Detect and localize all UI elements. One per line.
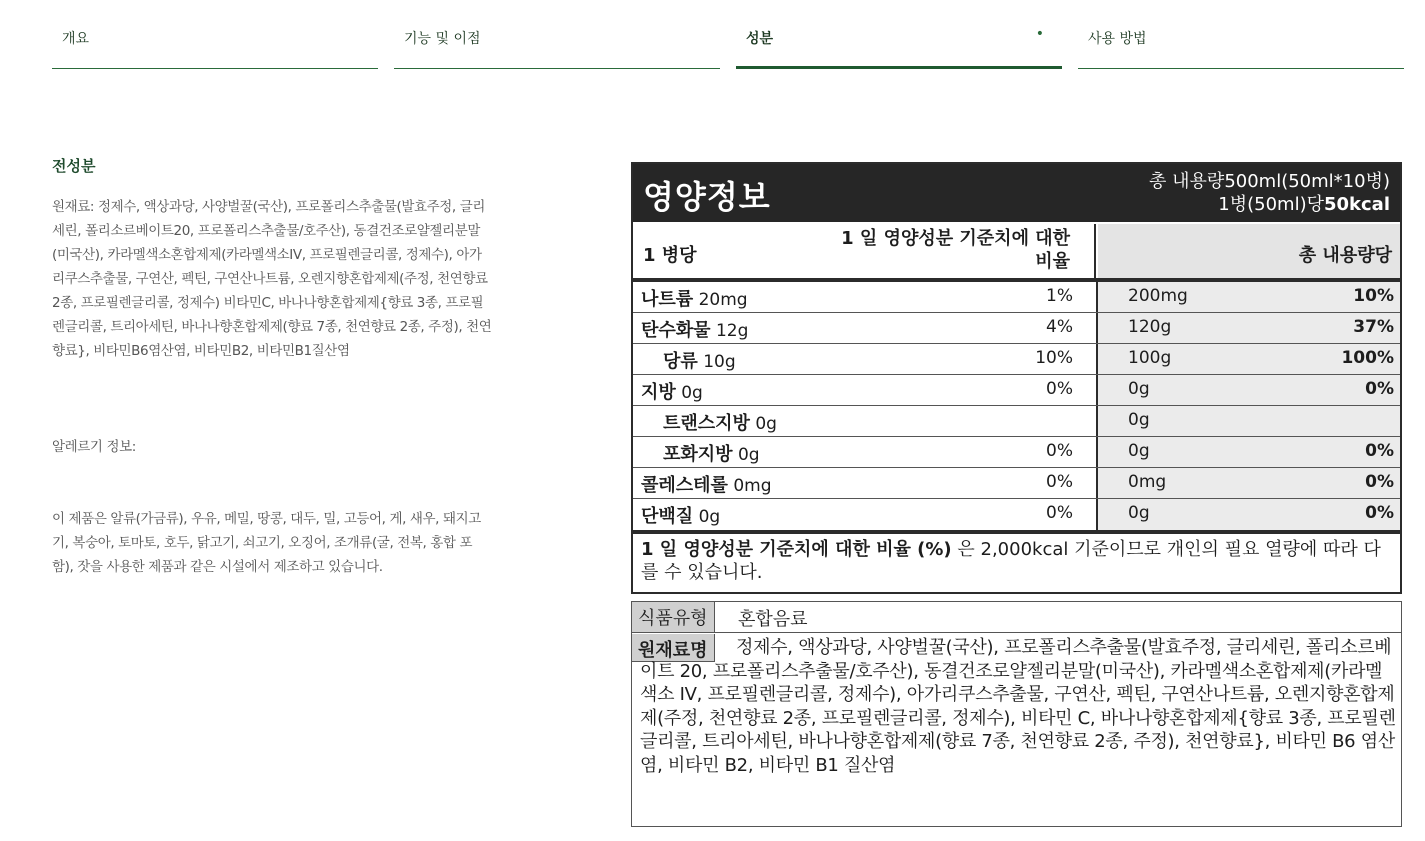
nutrient-label: 트랜스지방: [663, 413, 750, 434]
tab-ingredients[interactable]: [736, 0, 1062, 69]
nutrient-total-amount: 0g: [1128, 379, 1150, 399]
raw-material-value: 정제수, 액상과당, 사양벌꿀(국산), 프로폴리스추출물(발효주정, 글리세린, 폴리소르베이트 20, 프로폴리스추출물/호주산), 동결건조로얄젤리분말(미국산), 카라멜색소혼합제제(카라멜색소 IV, 프로필렌글리콜, 정제수), 아가리쿠스추출물, 구연산, 펙틴, 구연산나트륨, 오렌지향혼합제제(주정, 천연향료 2종, 프로필렌글리콜, 정제수), 비타민 C, 바나나향혼합제제{향료 3종, 프로필렌글리콜, 트리아세틴, 바나나향혼합제제(향료 7종, 천연향료 2종, 주정), 천연향료}, 비타민 B6 염산염, 비타민 B2, 비타민 B1 질산염: [640, 637, 1396, 776]
column-divider: [1096, 468, 1098, 498]
nutrient-row: [633, 437, 1400, 468]
nutrient-daily-pct: 1%: [1046, 286, 1073, 306]
nutrient-name: [641, 471, 772, 497]
nutrient-total-pct: 0%: [1365, 472, 1394, 492]
total-cell: [1098, 468, 1400, 498]
nutrient-amount: 20mg: [698, 290, 748, 310]
nutrient-total-pct: 10%: [1353, 286, 1394, 306]
total-header: [1098, 224, 1400, 278]
nutrition-total: [1149, 170, 1390, 216]
food-type-key: 식품유형: [632, 602, 715, 632]
nutrient-row: [633, 468, 1400, 499]
nutrient-row: [633, 313, 1400, 344]
food-type-value: 혼합음료: [738, 609, 808, 630]
nutrient-total-amount: 100g: [1128, 348, 1172, 368]
tab-label: 개요: [62, 31, 90, 47]
total-content-label: 총 내용량당: [1298, 245, 1392, 266]
nutrient-name: [663, 347, 736, 373]
nutrient-row: [633, 406, 1400, 437]
nutrient-total-amount: 200mg: [1128, 286, 1188, 306]
nutrient-total-pct: 0%: [1365, 503, 1394, 523]
nutrient-total-pct: 37%: [1353, 317, 1394, 337]
ingredients-title: 전성분: [52, 157, 96, 175]
nutrient-total-amount: 0g: [1128, 441, 1150, 461]
column-divider: [1096, 437, 1098, 467]
nutrition-note: [641, 538, 1391, 584]
food-type-row: [632, 602, 1401, 633]
nutrient-row: [633, 344, 1400, 375]
nutrient-row: [633, 499, 1400, 530]
nutrition-title: 영양정보: [643, 178, 771, 216]
nutrient-label: 단백질: [641, 506, 694, 527]
raw-materials-text: 원재료: 정제수, 액상과당, 사양벌꿀(국산), 프로폴리스추출물(발효주정, 글리세린, 폴리소르베이트20, 프로폴리스추출물/호주산), 동결건조로얄젤리분말(미국산), 카라멜색소혼합제제(카라멜색소IV, 프로필렌글리콜, 정제수), 아가리쿠스추출물, 구연산, 펙틴, 구연산나트륨, 오렌지향혼합제제(주정, 천연향료2종, 프로필렌글리콜, 정제수) 비타민C, 바나나향혼합제제{향료 3종, 프로필렌글리콜, 트리아세틴, 바나나향혼합제제(향료 7종, 천연향료 2종, 주정), 천연향료}, 비타민B6염산염, 비타민B2, 비타민B1질산염: [52, 199, 492, 359]
note-bold: 1 일 영양성분 기준치에 대한 비율 (%): [641, 539, 952, 560]
column-divider: [1096, 375, 1098, 405]
nutrient-amount: 10g: [703, 352, 736, 372]
nutrient-total-amount: 0g: [1128, 503, 1150, 523]
total-cell: [1098, 282, 1400, 312]
nutrient-amount: 0g: [698, 507, 721, 527]
total-cell: [1098, 375, 1400, 405]
nutrient-name: [641, 316, 748, 342]
kcal-value: 50kcal: [1323, 194, 1390, 215]
nutrient-name: [641, 285, 748, 311]
active-dot-icon: •: [1035, 26, 1044, 42]
column-divider: [1096, 313, 1098, 343]
nutrient-label: 포화지방: [663, 444, 733, 465]
nutrient-total-amount: 0mg: [1128, 472, 1167, 492]
nutrition-header: [633, 164, 1400, 222]
nutrient-total-pct: 100%: [1341, 348, 1394, 368]
total-cell: [1098, 437, 1400, 467]
column-divider: [1096, 344, 1098, 374]
nutrient-label: 당류: [663, 351, 698, 372]
nutrient-amount: 0g: [737, 445, 760, 465]
total-cell: [1098, 406, 1400, 436]
nutrient-total-amount: 120g: [1128, 317, 1172, 337]
per-serving-label: 1병(50ml)당: [1218, 194, 1324, 215]
nutrient-label: 탄수화물: [641, 320, 711, 341]
nutrient-label: 지방: [641, 382, 676, 403]
total-cell: [1098, 499, 1400, 530]
total-cell: [1098, 344, 1400, 374]
nutrient-total-pct: 0%: [1365, 441, 1394, 461]
allergy-text: 이 제품은 알류(가금류), 우유, 메밀, 땅콩, 대두, 밀, 고등어, 게, 새우, 돼지고기, 복숭아, 토마토, 호두, 닭고기, 쇠고기, 오징어, 조개류(굴, 전복, 홍합 포함), 잣을 사용한 제품과 같은 시설에서 제조하고 있습니다.: [52, 511, 481, 575]
nutrient-total-pct: 0%: [1365, 379, 1394, 399]
total-volume: 총 내용량500ml(50ml*10병): [1149, 171, 1390, 192]
divider: [633, 530, 1400, 534]
raw-material-key: 원재료명: [632, 634, 715, 662]
daily-value-label: 1 일 영양성분 기준치에 대한 비율: [841, 228, 1070, 272]
tab-label: 기능 및 이점: [404, 31, 481, 47]
nutrient-daily-pct: 4%: [1046, 317, 1073, 337]
per-bottle-label: 1 병당: [643, 245, 697, 266]
nutrient-name: [641, 502, 720, 528]
nutrient-daily-pct: 0%: [1046, 379, 1073, 399]
note-text: 은 2,000kcal 기준이므로 개인의 필요 열량에 따라 다를 수 있습니다.: [641, 539, 1381, 583]
nutrient-label: 나트륨: [641, 289, 694, 310]
nutrient-row: [633, 282, 1400, 313]
nutrient-daily-pct: 0%: [1046, 472, 1073, 492]
per-serving-header: [633, 224, 1096, 278]
nutrient-daily-pct: 0%: [1046, 503, 1073, 523]
nutrient-name: [641, 378, 703, 404]
total-cell: [1098, 313, 1400, 343]
nutrient-daily-pct: 0%: [1046, 441, 1073, 461]
tab-label: 성분: [746, 31, 774, 47]
column-divider: [1096, 282, 1098, 312]
allergy-label: 알레르기 정보:: [52, 439, 136, 455]
tab-features[interactable]: [394, 0, 720, 69]
column-divider: [1096, 406, 1098, 436]
nutrient-label: 콜레스테롤: [641, 475, 728, 496]
nutrient-amount: 0mg: [733, 476, 772, 496]
nutrient-row: [633, 375, 1400, 406]
tab-label: 사용 방법: [1088, 31, 1147, 47]
food-info-box: [631, 601, 1402, 827]
nutrition-facts-label: [631, 162, 1402, 594]
tab-overview[interactable]: [52, 0, 378, 69]
nutrient-amount: 0g: [755, 414, 777, 434]
nutrient-amount: 12g: [715, 321, 749, 341]
per-serving-kcal: [1149, 193, 1390, 216]
tab-usage[interactable]: [1078, 0, 1404, 69]
nutrient-name: [663, 409, 777, 435]
nutrient-daily-pct: 10%: [1035, 348, 1073, 368]
nutrient-amount: 0g: [681, 383, 703, 403]
nutrient-name: [663, 440, 760, 466]
column-divider: [1096, 499, 1098, 530]
nutrient-total-amount: 0g: [1128, 410, 1150, 430]
